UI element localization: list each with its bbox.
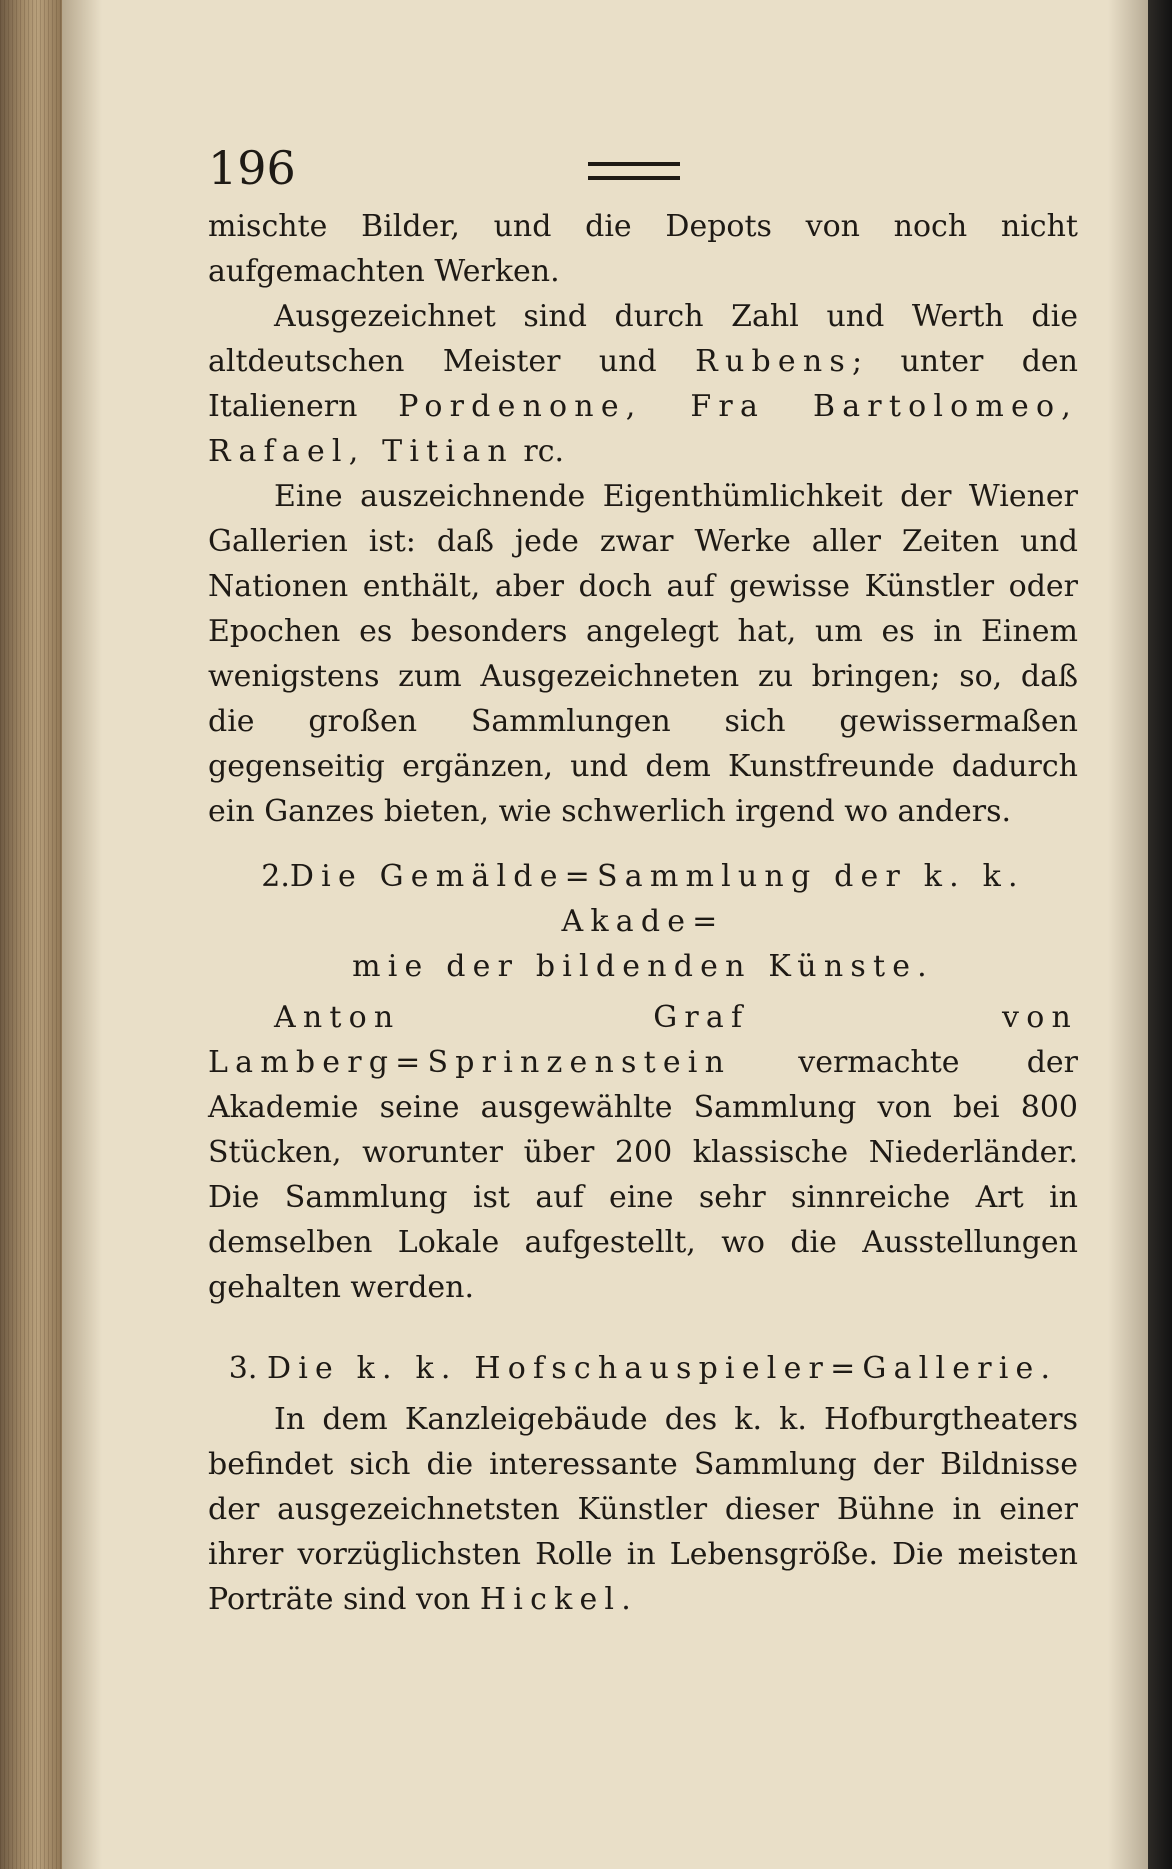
section-3-title: Die k. k. Hofschauspieler=Gallerie.: [266, 1351, 1058, 1386]
paragraph-continuation: mischte Bilder, und die Depots von noch nicht aufgemachten Werken.: [208, 209, 1078, 289]
section-2-number: 2.: [261, 859, 290, 894]
header-rule: [588, 162, 680, 180]
paragraph-masters: [208, 294, 1078, 474]
section-2-heading-line-1: [208, 854, 1078, 944]
paragraph-academy-text: vermachte der Akademie seine ausgewählte Sammlung von bei 800 Stücken, worunter über 200 klassische Niederländer. Die Sammlung ist auf eine sehr sinnreiche Art in demselben Lokale aufgestellt, wo die Ausstellungen gehalten werden.: [208, 1045, 1078, 1305]
gutter-shadow: [62, 0, 102, 1869]
paragraph-actors-gallery: [208, 1397, 1078, 1622]
section-3-heading: [208, 1346, 1078, 1391]
paragraph-actors-text: In dem Kanzleigebäude des k. k. Hofburgtheaters befindet sich die interessante Sammlung der Bildnisse der ausgezeichnetsten Künstler dieser Bühne in einer ihrer vorzüglichsten Rolle in Lebensgröße. Die meisten Porträte sind von: [208, 1402, 1078, 1617]
paragraph-actors-end: .: [621, 1582, 631, 1617]
section-3-number: 3.: [228, 1351, 258, 1386]
paragraph-academy: [208, 995, 1078, 1310]
name-rubens: Rubens: [695, 344, 852, 379]
page-number: 196: [208, 141, 296, 195]
italian-painter-names: Pordenone, Fra Bartolomeo, Rafael, Titian: [208, 389, 1079, 469]
page-header: [208, 140, 1078, 204]
paragraph-masters-end: rc.: [513, 434, 565, 469]
paragraph-masters-mid: ; unter den Italienern: [208, 344, 1078, 424]
right-page-shadow: [1108, 0, 1148, 1869]
paragraph-characteristic: Eine auszeichnende Eigenthümlichkeit der Wiener Gallerien ist: daß jede zwar Werke aller Zeiten und Nationen enthält, aber doch auf gewisse Künstler oder Epochen es besonders angelegt hat, um es in Einem wenigstens zum Ausgezeichneten zu bringen; so, daß die großen Sammlungen sich gewissermaßen gegenseitig ergänzen, und dem Kunstfreunde dadurch ein Ganzes bieten, wie schwerlich irgend wo anders.: [208, 479, 1078, 829]
book-page: [208, 140, 1078, 1622]
section-2-title-line-2: mie der bildenden Künste.: [352, 949, 934, 984]
book-cover-edge-right: [1148, 0, 1172, 1869]
name-lamberg: Anton Graf von Lamberg=Sprinzenstein: [208, 1000, 1078, 1080]
section-2-title-line-1: Die Gemälde=Sammlung der k. k. Akade=: [289, 859, 1025, 939]
section-2-heading: [208, 854, 1078, 989]
paragraph-masters-lead: Ausgezeichnet sind durch Zahl und Werth die altdeutschen Meister und: [208, 299, 1078, 379]
name-hickel: Hickel: [479, 1582, 622, 1617]
book-page-edges-texture: [0, 0, 62, 1869]
